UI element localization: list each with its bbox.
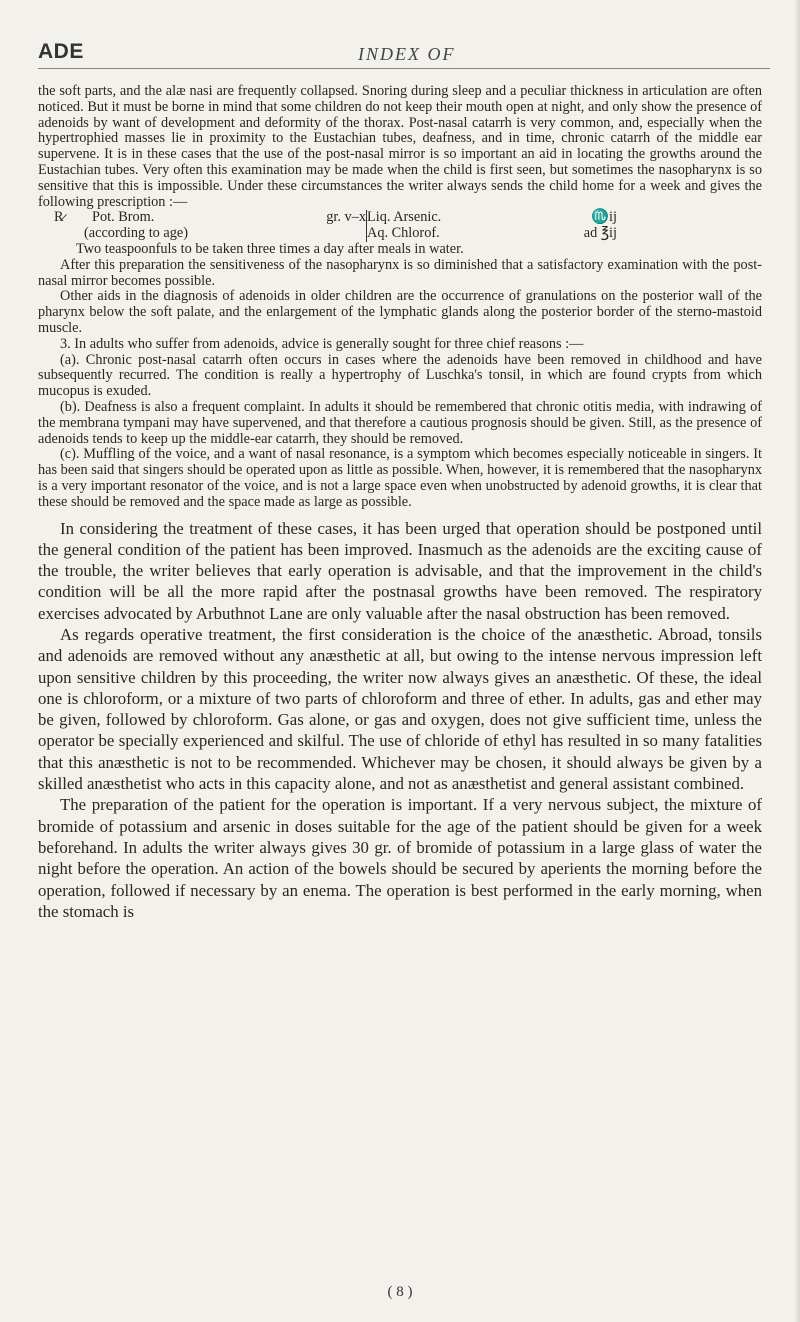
rx-directions: Two teaspoonfuls to be taken three times a day after meals in water. [76, 240, 464, 257]
running-head-left: ADE [38, 40, 84, 63]
paragraph-symptoms: the soft parts, and the alæ nasi are frequently collapsed. Snoring during sleep and a peculiar thickness in articulation are often noticed. But it must be borne in mind that some children do not keep their mouth open at night, and only show the presence of adenoids by want of development and deformity of the thorax. Post-nasal catarrh is very common, and, especially when the hypertrophied masses lie in proximity to the Eustachian tubes, deafness, and in time, chronic catarrh of the middle ear supervene. It is in these cases that the use of the post-nasal mirror is so important an aid in locating the growths around the Eustachian tubes. Very often this examination may be made when the child is first seen, but sometimes the nasopharynx is so sensitive that this is impossible. Under these circumstances the writer always sends the child home for a week and gives the following prescription :— [38, 83, 762, 210]
paragraph-chronic-catarrh: (a). Chronic post-nasal catarrh often occurs in cases where the adenoids have been removed in childhood and have subsequently recurred. The condition is really a hypertrophy of Luschka's tonsil, in which are found crypts from which mucopus is exuded. [38, 351, 762, 400]
paragraph-treatment: In considering the treatment of these cases, it has been urged that operation should be postponed until the general condition of the patient has been improved. Inasmuch as the adenoids are the exciting cause of the trouble, the writer believes that early operation is advisable, and that the improvement in the child's condition will be all the more rapid after the postnasal growths have been removed. The respiratory exercises advocated by Arbuthnot Lane are only valuable after the nasal obstruction has been removed. [38, 518, 762, 623]
large-type-section [38, 518, 762, 923]
running-head-title: INDEX OF [358, 44, 456, 64]
rx-item-liq-arsenic: Liq. Arsenic. [367, 209, 442, 226]
rx-dose-pot-brom: gr. v–x [326, 209, 366, 226]
paragraph-adults: 3. In adults who suffer from adenoids, advice is generally sought for three chief reasons :— [60, 335, 584, 352]
rx-dose-liq-arsenic: ♏ij [591, 209, 617, 226]
rx-note-age: (according to age) [84, 225, 188, 242]
paragraph-after-preparation: After this preparation the sensitiveness of the nasopharynx is so diminished that a satisfactory examination with the post-nasal mirror becomes possible. [38, 256, 762, 289]
prescription [38, 210, 762, 242]
page-body [38, 84, 762, 922]
paragraph-anaesthetic: As regards operative treatment, the first consideration is the choice of the anæsthetic. Abroad, tonsils and adenoids are removed without any anæsthetic at all, but owing to the intense nervous impression left upon sensitive children by this proceeding, the writer now always gives an anæsthetic. Of these, the ideal one is chloroform, or a mixture of two parts of chloroform and three of ether. In adults, gas and ether may be given, followed by chloroform. Gas alone, or gas and oxygen, does not give sufficient time, unless the operator be specially experienced and skilful. The use of chloride of ethyl has resulted in so many fatalities that this anæsthetic is not to be recommended. Whichever may be chosen, it should always be given by a skilled anæsthetist who acts in this capacity alone, and not as anæsthetist and general assistant combined. [38, 625, 762, 794]
paragraph-deafness: (b). Deafness is also a frequent complaint. In adults it should be remembered that chronic otitis media, with indrawing of the membrana tympani may have supervened, and that therefore a cautious prognosis should be given. Still, as the presence of adenoids tends to keep up the middle-ear catarrh, they should be removed. [38, 398, 762, 447]
paragraph-preparation: The preparation of the patient for the operation is important. If a very nervous subject, the mixture of bromide of potassium and arsenic in doses suitable for the age of the patient should be given for a week beforehand. In adults the writer always gives 30 gr. of bromide of potassium in a large glass of water the night before the operation. An action of the bowels should be secured by aperients the morning before the operation, followed if necessary by an enema. The operation is best performed in the early morning, when the stomach is [38, 795, 762, 921]
paragraph-other-aids: Other aids in the diagnosis of adenoids in older children are the occurrence of granulations on the posterior wall of the pharynx below the soft palate, and the enlargement of the lymphatic glands along the posterior border of the sterno-mastoid muscle. [38, 288, 762, 336]
running-head [38, 38, 770, 69]
prescription-left [38, 210, 366, 242]
rx-item-aq-chlorof: Aq. Chlorof. [367, 225, 440, 242]
recipe-symbol: R̷ [54, 209, 64, 226]
small-type-section [38, 84, 762, 511]
rx-dose-aq-chlorof: ad ℥ij [583, 225, 617, 242]
page-number: ( 8 ) [387, 1284, 413, 1300]
prescription-right [367, 210, 617, 242]
page-edge-shadow [794, 0, 800, 1322]
rx-item-pot-brom: Pot. Brom. [92, 209, 155, 226]
paragraph-muffling-voice: (c). Muffling of the voice, and a want of nasal resonance, is a symptom which becomes especially noticeable in singers. It has been said that singers should be operated upon as little as possible. When, however, it is remembered that the nasopharynx is a very important resonator of the voice, and is not a large space even when unobstructed by adenoid growths, it is clear that these should be removed and the space made as large as possible. [38, 446, 762, 510]
